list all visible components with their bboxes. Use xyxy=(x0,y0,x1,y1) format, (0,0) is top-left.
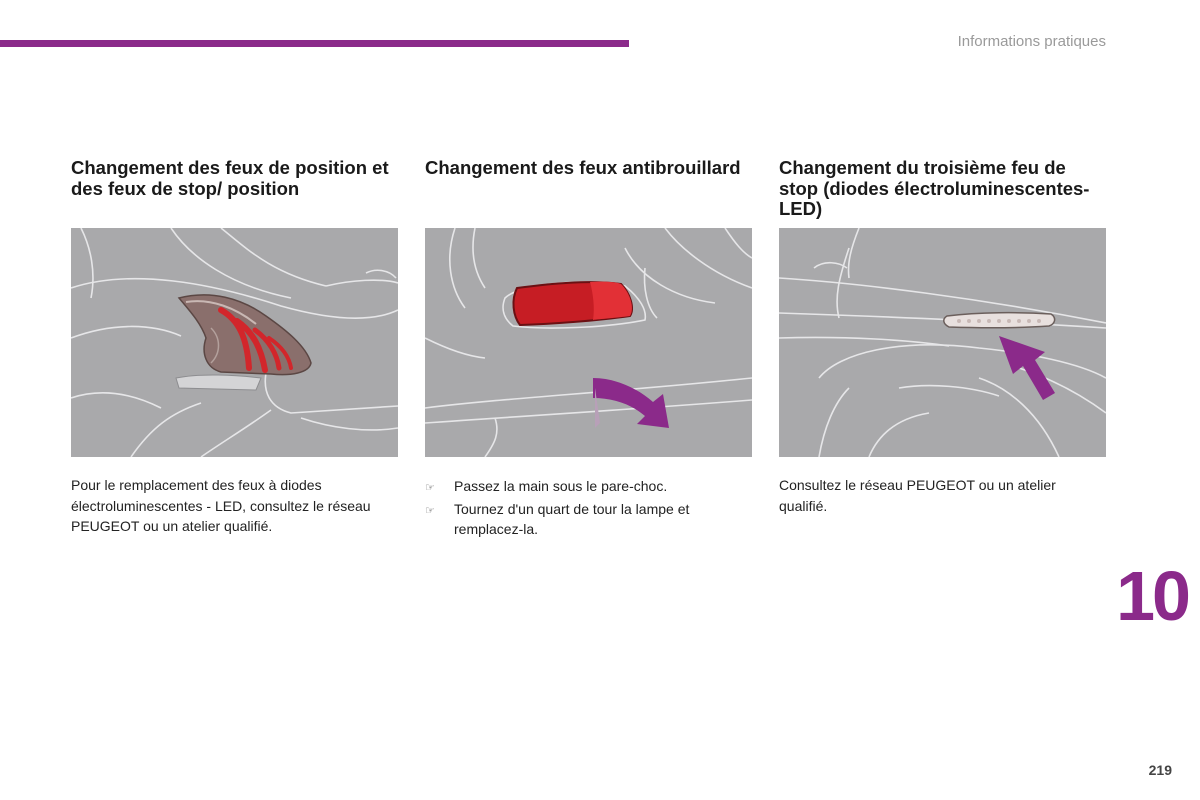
list-item-text: Passez la main sous le pare-choc. xyxy=(454,478,668,494)
list-item xyxy=(425,476,752,499)
list-item xyxy=(425,499,752,540)
column-title: Changement des feux de position et des feux de stop/ position xyxy=(71,157,389,199)
section-title: Informations pratiques xyxy=(957,33,1106,50)
column-title: Changement du troisième feu de stop (diodes électroluminescentes-LED) xyxy=(779,157,1090,219)
chapter-number: 10 xyxy=(1116,557,1188,635)
column-title: Changement des feux antibrouillard xyxy=(425,157,741,178)
header-accent-bar xyxy=(0,40,629,47)
hand-pointer-icon: ☞ xyxy=(425,504,435,517)
instruction-list xyxy=(425,476,752,540)
rear-tail-light-illustration xyxy=(71,228,398,457)
instruction-text: Pour le remplacement des feux à diodes électroluminescentes - LED, consultez le réseau PEUGEOT ou un atelier qualifié. xyxy=(71,477,371,534)
third-brake-light-illustration xyxy=(779,228,1106,457)
list-item-text: Tournez d'un quart de tour la lampe et remplacez-la. xyxy=(454,500,690,537)
column-fog-lights xyxy=(425,158,752,540)
hand-pointer-icon: ☞ xyxy=(425,482,435,494)
instruction-text: Consultez le réseau PEUGEOT ou un atelier qualifié. xyxy=(779,477,1056,514)
page-number: 219 xyxy=(1148,762,1172,778)
rear-fog-light-illustration xyxy=(425,228,752,457)
column-third-brake-light xyxy=(779,158,1106,516)
column-tail-lights xyxy=(71,158,398,537)
